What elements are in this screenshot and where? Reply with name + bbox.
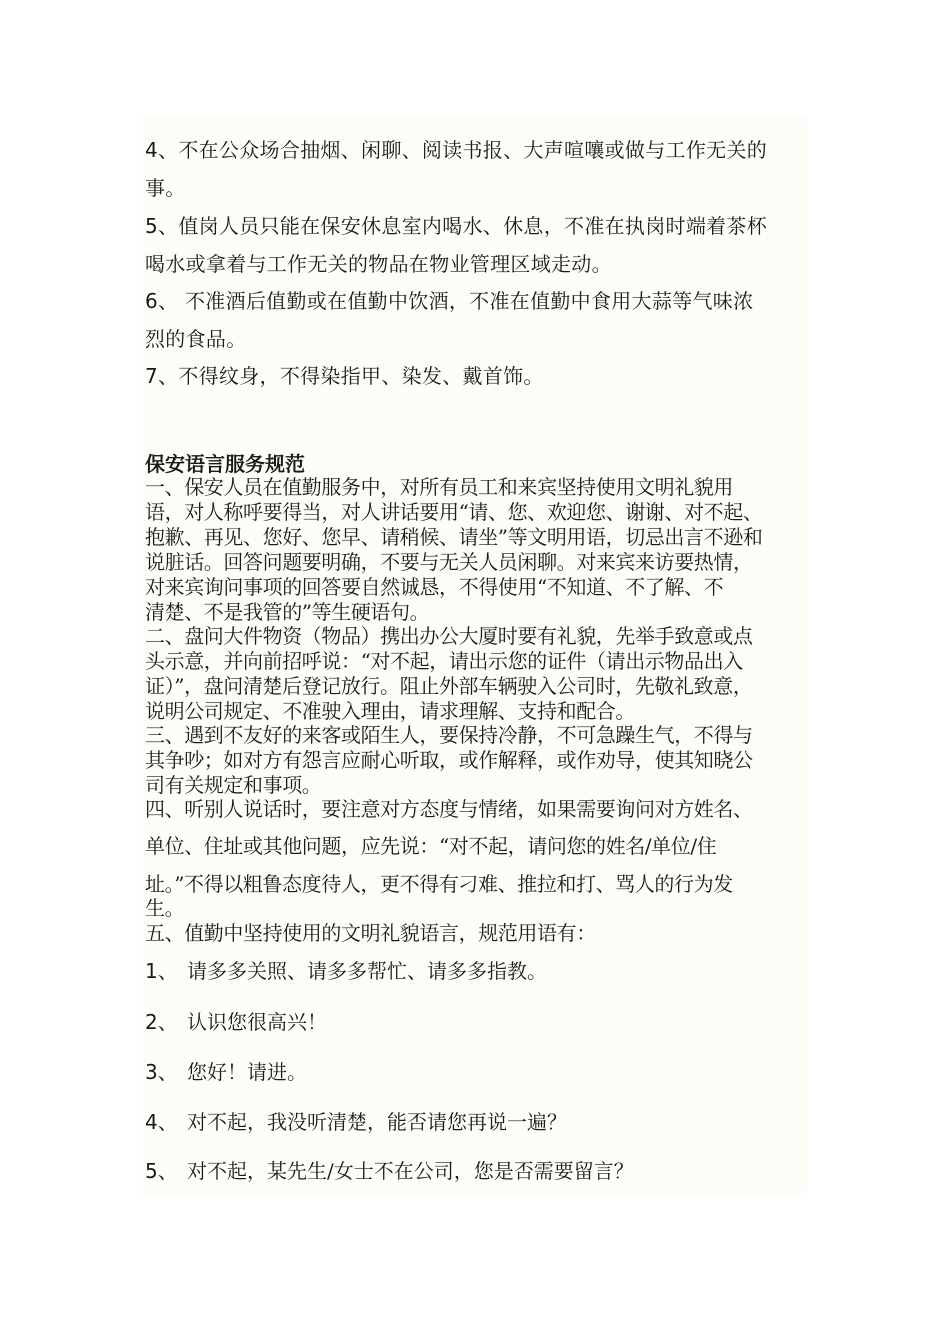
para-1-line-1: 一、保安人员在值勤服务中，对所有员工和来宾坚持使用文明礼貌用 (145, 475, 733, 499)
section-title: 保安语言服务规范 (145, 452, 305, 476)
para-3-line-3: 司有关规定和事项。 (145, 773, 322, 797)
para-5-line-1: 五、值勤中坚持使用的文明礼貌语言，规范用语有： (145, 921, 596, 945)
para-1-line-6: 清楚、不是我管的”等生硬语句。 (145, 600, 430, 624)
para-1-line-4: 说脏话。回答问题要明确，不要与无关人员闲聊。对来宾来访要热情， (145, 550, 753, 574)
phrase-text: 请多多关照、请多多帮忙、请多多指教。 (187, 959, 547, 983)
para-2-line-1: 二、盘问大件物资（物品）携出办公大厦时要有礼貌，先举手致意或点 (145, 624, 753, 648)
phrase-number: 1、 (145, 959, 178, 983)
phrase-text: 对不起，某先生/女士不在公司，您是否需要留言？ (187, 1159, 634, 1183)
phrase-item (145, 1011, 327, 1033)
phrase-item (145, 1160, 634, 1182)
rule-6-line-2: 烈的食品。 (145, 327, 247, 351)
phrase-text: 对不起，我没听清楚，能否请您再说一遍？ (187, 1110, 567, 1134)
para-4-line-3: 址。”不得以粗鲁态度待人，更不得有刁难、推拉和打、骂人的行为发 (145, 872, 733, 896)
rule-6-line-1: 6、 不准酒后值勤或在值勤中饮酒，不准在值勤中食用大蒜等气味浓 (145, 289, 754, 313)
rule-4-line-2: 事。 (145, 176, 186, 200)
phrase-item (145, 1061, 307, 1083)
phrase-item (145, 960, 547, 982)
para-2-line-4: 说明公司规定、不准驶入理由，请求理解、支持和配合。 (145, 699, 635, 723)
para-4-line-2: 单位、住址或其他问题，应先说：“对不起，请问您的姓名/单位/住 (145, 834, 717, 858)
para-4-line-1: 四、听别人说话时，要注意对方态度与情绪，如果需要询问对方姓名、 (145, 797, 753, 821)
rule-5-line-2: 喝水或拿着与工作无关的物品在物业管理区域走动。 (145, 252, 612, 276)
para-2-line-3: 证）”，盘问清楚后登记放行。阻止外部车辆驶入公司时，先敬礼致意， (145, 674, 753, 698)
para-3-line-1: 三、遇到不友好的来客或陌生人，要保持冷静，不可急躁生气，不得与 (145, 723, 753, 747)
para-2-line-2: 头示意，并向前招呼说：“对不起，请出示您的证件（请出示物品出入 (145, 649, 743, 673)
phrase-number: 2、 (145, 1010, 178, 1034)
phrase-number: 4、 (145, 1110, 178, 1134)
para-1-line-5: 对来宾询问事项的回答要自然诚恳，不得使用“不知道、不了解、不 (145, 575, 724, 599)
phrase-number: 5、 (145, 1159, 178, 1183)
para-3-line-2: 其争吵；如对方有怨言应耐心听取，或作解释，或作劝导，使其知晓公 (145, 748, 753, 772)
phrase-item (145, 1111, 567, 1133)
rule-4-line-1: 4、不在公众场合抽烟、闲聊、阅读书报、大声喧嚷或做与工作无关的 (145, 138, 768, 162)
rule-7-line-1: 7、不得纹身，不得染指甲、染发、戴首饰。 (145, 364, 544, 388)
phrase-text: 认识您很高兴！ (187, 1010, 327, 1034)
para-1-line-3: 抱歉、再见、您好、您早、请稍候、请坐”等文明用语，切忌出言不逊和 (145, 525, 763, 549)
para-1-line-2: 语，对人称呼要得当，对人讲话要用“请、您、欢迎您、谢谢、对不起、 (145, 500, 763, 524)
phrase-number: 3、 (145, 1060, 178, 1084)
phrase-text: 您好！请进。 (187, 1060, 307, 1084)
rule-5-line-1: 5、值岗人员只能在保安休息室内喝水、休息，不准在执岗时端着茶杯 (145, 214, 768, 238)
para-4-line-4: 生。 (145, 896, 185, 920)
document-page (143, 116, 807, 1198)
